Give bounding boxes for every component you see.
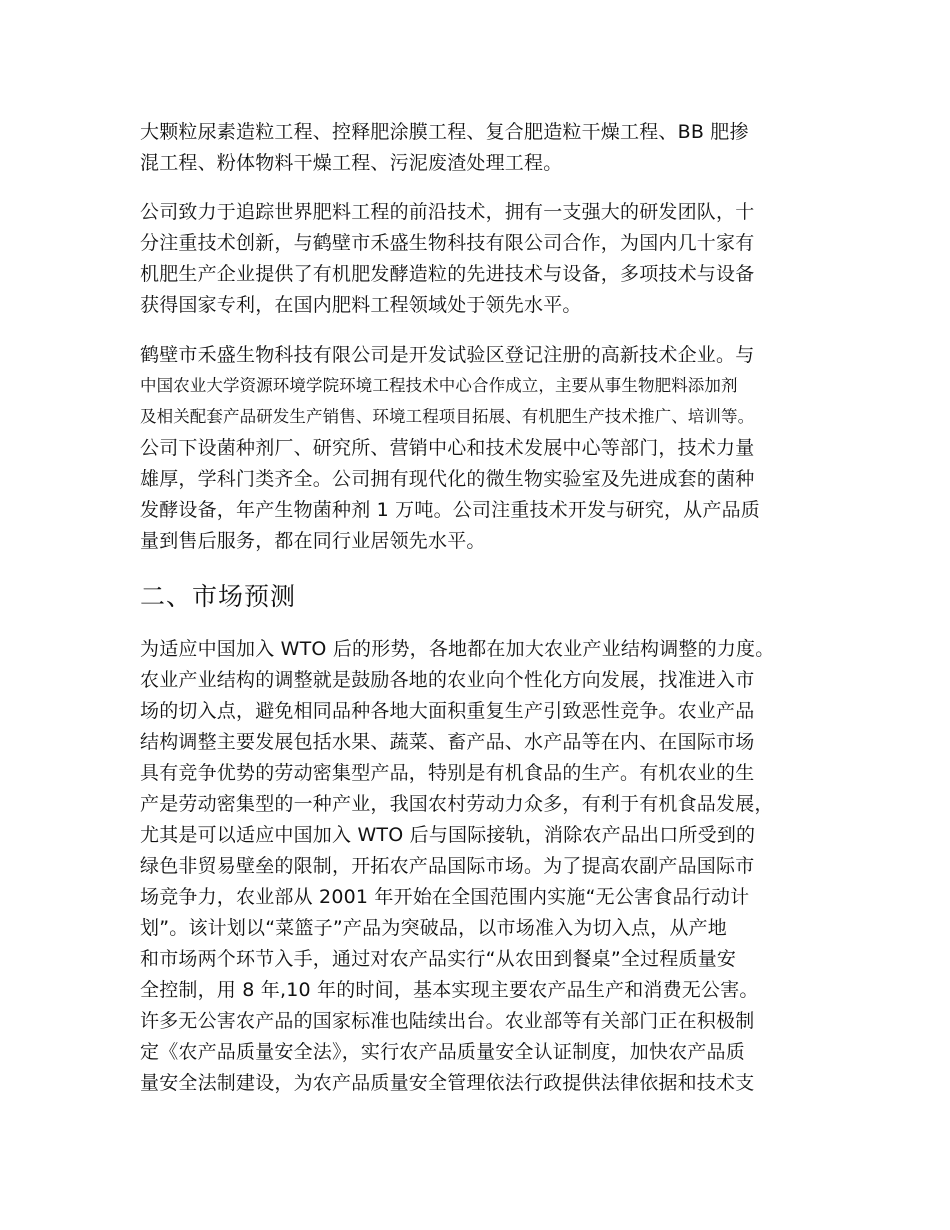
paragraph3-line-7: 量到售后服务，都在同行业居领先水平。 xyxy=(140,530,486,552)
paragraph3-line-6: 发酵设备，年产生物菌种剂 1 万吨。公司注重技术开发与研究，从产品质 xyxy=(140,499,760,521)
paragraph2-line-2: 分注重技术创新，与鹤壁市禾盛生物科技有限公司合作，为国内几十家有 xyxy=(140,232,755,254)
paragraph3-line-1: 鹤壁市禾盛生物科技有限公司是开发试验区登记注册的高新技术企业。与 xyxy=(140,344,755,366)
paragraph1-line-1: 大颗粒尿素造粒工程、控释肥涂膜工程、复合肥造粒干燥工程、BB 肥掺 xyxy=(140,121,749,143)
paragraph1-line-2: 混工程、粉体物料干燥工程、污泥废渣处理工程。 xyxy=(140,152,563,174)
paragraph2-line-3: 机肥生产企业提供了有机肥发酵造粒的先进技术与设备，多项技术与设备 xyxy=(140,263,755,285)
paragraph2-line-1: 公司致力于追踪世界肥料工程的前沿技术，拥有一支强大的研发团队，十 xyxy=(140,201,755,223)
paragraph3-line-4: 公司下设菌种剂厂、研究所、营销中心和技术发展中心等部门，技术力量 xyxy=(140,437,755,459)
paragraph3-line-5: 雄厚，学科门类齐全。公司拥有现代化的微生物实验室及先进成套的菌种 xyxy=(140,468,755,490)
section2-line-3: 场的切入点，避免相同品种各地大面积重复生产引致恶性竞争。农业产品 xyxy=(140,700,755,722)
section2-line-5: 具有竞争优势的劳动密集型产品，特别是有机食品的生产。有机农业的生 xyxy=(140,762,755,784)
section2-line-7: 尤其是可以适应中国加入 WTO 后与国际接轨，消除农产品出口所受到的 xyxy=(140,824,756,846)
section2-line-14: 定《农产品质量安全法》，实行农产品质量安全认证制度，加快农产品质 xyxy=(140,1041,745,1063)
section-heading: 二、市场预测 xyxy=(140,582,297,611)
paragraph3-line-2: 中国农业大学资源环境学院环境工程技术中心合作成立，主要从事生物肥料添加剂 xyxy=(140,376,738,395)
section2-line-2: 农业产业结构的调整就是鼓励各地的农业向个性化方向发展，找准进入市 xyxy=(140,669,755,691)
section2-line-15: 量安全法制建设，为农产品质量安全管理依法行政提供法律依据和技术支 xyxy=(140,1072,755,1094)
section2-line-13: 许多无公害农产品的国家标准也陆续出台。农业部等有关部门正在积极制 xyxy=(140,1010,755,1032)
section2-line-11: 和市场两个环节入手，通过对农产品实行“从农田到餐桌”全过程质量安 xyxy=(140,948,737,970)
section2-line-9: 场竞争力，农业部从 2001 年开始在全国范围内实施“无公害食品行动计 xyxy=(140,886,750,908)
section2-line-6: 产是劳动密集型的一种产业，我国农村劳动力众多，有利于有机食品发展， xyxy=(140,793,774,815)
section2-line-1: 为适应中国加入 WTO 后的形势，各地都在加大农业产业结构调整的力度。 xyxy=(140,638,775,660)
section2-line-10: 划”。该计划以“菜篮子”产品为突破品，以市场准入为切入点，从产地 xyxy=(140,917,727,939)
paragraph3-line-3: 及相关配套产品研发生产销售、环境工程项目拓展、有机肥生产技术推广、培训等。 xyxy=(140,407,755,426)
section2-line-8: 绿色非贸易壁垒的限制，开拓农产品国际市场。为了提高农副产品国际市 xyxy=(140,855,755,877)
section2-line-4: 结构调整主要发展包括水果、蔬菜、畜产品、水产品等在内、在国际市场 xyxy=(140,731,755,753)
paragraph2-line-4: 获得国家专利，在国内肥料工程领域处于领先水平。 xyxy=(140,294,582,316)
section2-line-12: 全控制，用 8 年,10 年的时间，基本实现主要农产品生产和消费无公害。 xyxy=(140,979,759,1001)
